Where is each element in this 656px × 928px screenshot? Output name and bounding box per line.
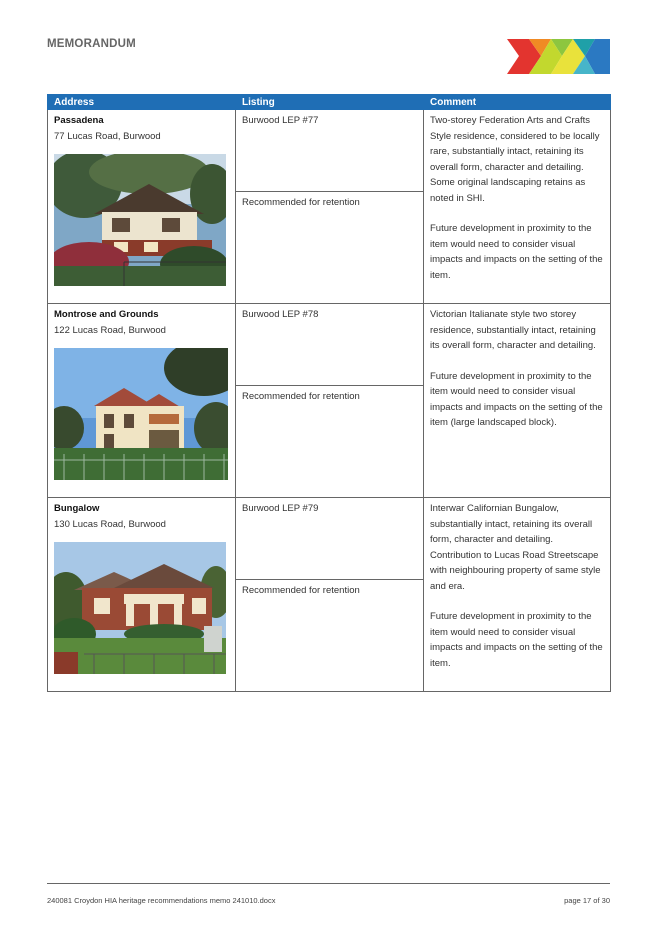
memo-title: MEMORANDUM — [47, 38, 136, 50]
property-street: 77 Lucas Road, Burwood — [54, 130, 161, 142]
comment-future-development: Future development in proximity to the item would need to consider visual impacts and impacts on the setting of the item. — [430, 223, 603, 281]
address-cell — [48, 110, 236, 304]
footer-document-name: 240081 Croydon HIA heritage recommendations memo 241010.docx — [47, 896, 276, 905]
listing-cell — [236, 498, 424, 692]
company-logo — [507, 39, 610, 74]
comment-cell — [424, 110, 611, 304]
comment-description: Victorian Italianate style two storey residence, substantially intact, retaining its overall form, character and detailing. — [430, 309, 596, 351]
address-cell — [48, 498, 236, 692]
heritage-table — [47, 94, 611, 692]
comment-future-development: Future development in proximity to the item would need to consider visual impacts and impacts on the setting of the item. — [430, 611, 603, 669]
footer-divider — [47, 883, 610, 884]
property-street: 122 Lucas Road, Burwood — [54, 324, 166, 336]
property-photo — [54, 154, 226, 286]
listing-reference: Burwood LEP #77 — [236, 110, 423, 192]
listing-reference: Burwood LEP #78 — [236, 304, 423, 386]
property-photo — [54, 348, 228, 480]
listing-recommendation: Recommended for retention — [242, 197, 360, 208]
property-name: Passadena — [54, 115, 104, 126]
col-header-address: Address — [48, 95, 236, 110]
property-photo — [54, 542, 226, 674]
col-header-listing: Listing — [236, 95, 424, 110]
listing-reference: Burwood LEP #79 — [236, 498, 423, 580]
property-name: Bungalow — [54, 503, 100, 514]
comment-cell — [424, 498, 611, 692]
address-cell — [48, 304, 236, 498]
comment-description: Two-storey Federation Arts and Crafts Style residence, considered to be locally rare, substantially intact, retaining its overall form, character and detailing. Some original landscaping retains as noted in SHI. — [430, 115, 600, 204]
property-street: 130 Lucas Road, Burwood — [54, 518, 166, 530]
listing-cell — [236, 304, 424, 498]
comment-future-development: Future development in proximity to the item would need to consider visual impacts and impacts on the setting of the item (large landscaped block). — [430, 370, 603, 428]
col-header-comment: Comment — [424, 95, 611, 110]
table-row — [48, 304, 611, 498]
listing-cell — [236, 110, 424, 304]
comment-description: Interwar Californian Bungalow, substantially intact, retaining its overall form, character and detailing. Contribution to Lucas Road Streetscape with neighbouring property of same style and era. — [430, 503, 601, 592]
listing-recommendation: Recommended for retention — [242, 391, 360, 402]
comment-cell — [424, 304, 611, 498]
table-row — [48, 110, 611, 304]
listing-recommendation: Recommended for retention — [242, 585, 360, 596]
property-name: Montrose and Grounds — [54, 309, 159, 320]
footer-page-number: page 17 of 30 — [564, 896, 610, 905]
table-row — [48, 498, 611, 692]
